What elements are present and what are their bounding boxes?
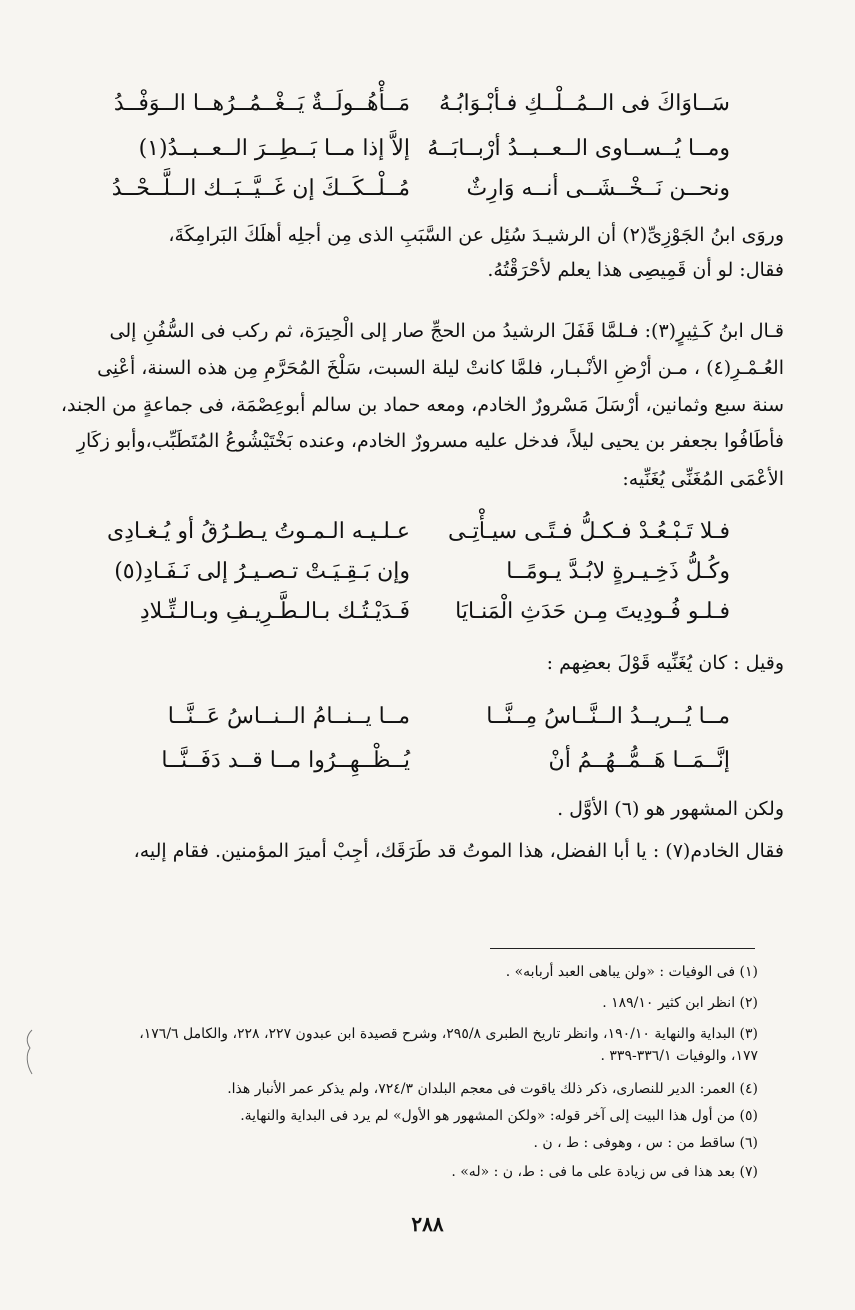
verse-line: [120, 697, 730, 737]
footnote-continuation: ١٧٧، والوفيات ٣٣٦/١-٣٣٩ .: [600, 1048, 758, 1064]
verse-hemistich-first: ومــا يُــســاوى الــعــبــدُ أرْبــابَــهُ: [427, 136, 730, 161]
paragraph-line: فقال: لو أن قَمِيصِى هذا يعلم لأحْرَقْتُهُ.: [487, 259, 784, 281]
verse-hemistich-first: فـلـو فُـودِيتَ مِـن حَدَثِ الْمَنـايَا: [455, 599, 730, 624]
verse-line: [114, 552, 730, 592]
verse-hemistich-first: وكُـلُّ ذَخِـيـرةٍ لابُـدَّ يـومًــا: [506, 559, 730, 584]
paragraph-line: قـال ابنُ كَـثِيرٍ(٣): فـلمَّا قَفَلَ الرشيدُ من الحجِّ صار إلى الْحِيرَة، ثم ركب فى السُّفُنِ إلى: [109, 320, 784, 342]
paragraph-line: فأطَافُوا بجعفر بن يحيى ليلاً، فدخل عليه مسرورٌ الخادم، وعنده بَخْتَيْشُوعُ المُتَطَبِّب،وأبو زكَارِ: [76, 430, 784, 452]
verse-hemistich-first: مــا يُــريــدُ الــنَّــاسُ مِــنَّــا: [486, 704, 730, 729]
verse-line: [120, 741, 730, 781]
footnote-divider: [490, 948, 755, 949]
verse-line: [113, 84, 730, 124]
paragraph-line: فقال الخادم(٧) : يا أبا الفضل، هذا الموتُ قد طَرَقَك، أجِبْ أميرَ المؤمنين. فقام إليه،: [133, 840, 784, 862]
verse-hemistich-first: فـلا تَـبْـعُـدْ فـكـلُّ فـتًـى سيـأْتِـى: [447, 519, 730, 544]
verse-hemistich-second: يُــظْــهِــرُوا مــا قــد دَفَــنَّــا: [161, 748, 410, 773]
footnote: (١) فى الوفيات : «ولن يباهى العبد أربابه» .: [505, 964, 758, 980]
paragraph-line: ولكن المشهور هو (٦) الأوَّل .: [557, 798, 784, 820]
footnote: (٧) بعد هذا فى س زيادة على ما فى : ط، ن : «له» .: [451, 1164, 758, 1180]
footnote: (٢) انظر ابن كثير ١٨٩/١٠ .: [602, 995, 758, 1011]
paragraph-line: الأعْمَى المُغَنِّى يُغَنِّيه:: [622, 468, 784, 490]
paragraph-line: وروَى ابنُ الجَوْزِىِّ(٢) أن الرشيـدَ سُئِل عن السَّبَبِ الذى مِن أجلِه أهلَكَ البَرامِكَةَ،: [168, 224, 784, 246]
verse-hemistich-second: إلاَّ إذا مــا بَــطِــرَ الــعــبــدُ(١): [138, 136, 410, 161]
page-number: ٢٨٨: [411, 1212, 444, 1236]
verse-hemistich-second: مَــأْهُــولَــةٌ يَــغْــمُــرُهــا الــوَفْــدُ: [113, 91, 410, 116]
verse-hemistich-second: عـلـيـه الـمـوتُ يـطـرُقُ أو يُـغـادِى: [106, 519, 410, 544]
paragraph-line: وقيل : كان يُغَنِّيه قَوْلَ بعضِهم :: [546, 652, 784, 674]
verse-hemistich-first: ونحــن نَــخْــشَــى أنــه وَارِثٌ: [466, 176, 730, 201]
footnote: (٤) العمر: الدير للنصارى، ذكر ذلك ياقوت فى معجم البلدان ٧٢٤/٣، ولم يذكر عمر الأنبار هذا.: [227, 1081, 758, 1097]
paragraph-line: سنة سبع وثمانين، أرْسَلَ مَسْرورٌ الخادم، ومعه حماد بن سالم أبوعِصْمَة، فى جماعةٍ من الجند،: [60, 394, 784, 416]
verse-line: [106, 512, 730, 552]
paragraph-line: العُـمْـرِ(٤) ، مـن أرْضِ الأنْـبـار، فلمَّا كانتْ ليلة السبت، سَلْخَ المُحَرَّمِ مِن هذه السنة، أعْنِى: [97, 357, 784, 379]
verse-line: [111, 169, 730, 209]
verse-hemistich-second: فَـدَيْـتُـك بـالـطَّـرِيـفِ وبـالـتِّـلادِ: [139, 599, 410, 624]
verse-hemistich-first: إنَّــمَــا هَــمُّــهُــمُ أنْ: [548, 748, 730, 773]
verse-line: [120, 129, 730, 169]
verse-hemistich-second: مُــلْــكَــكَ إن غَــيَّــبَــك الــلَّــحْــدُ: [111, 176, 410, 201]
footnote: (٣) البداية والنهاية ١٩٠/١٠، وانظر تاريخ الطبرى ٢٩٥/٨، وشرح قصيدة ابن عبدون ٢٢٧، ٢٢٨، والكامل ١٧٦/٦،: [139, 1026, 758, 1042]
footnote: (٦) ساقط من : س ، وهوفى : ط ، ن .: [533, 1135, 758, 1151]
verse-hemistich-first: سَــاوَاكَ فى الــمُــلْــكِ فـأبْـوَابُـهُ: [439, 91, 730, 116]
footnote: (٥) من أول هذا البيت إلى آخر قوله: «ولكن المشهور هو الأول» لم يرد فى البداية والنهاية.: [240, 1108, 758, 1124]
verse-hemistich-second: مــا يــنــامُ الــنــاسُ عَــنَّــا: [167, 704, 410, 729]
margin-bracket-mark: [22, 1028, 38, 1076]
verse-line: [120, 592, 730, 632]
verse-hemistich-second: وإن بَـقِـيَـتْ تـصـيـرُ إلى نَـفَـادِ(٥): [114, 559, 410, 584]
